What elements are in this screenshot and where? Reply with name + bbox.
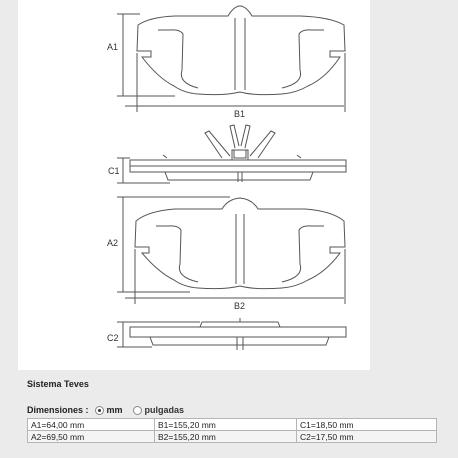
units-selector <box>27 403 188 417</box>
table-cell: C2=17,50 mm <box>297 431 437 443</box>
pad-outline-middle <box>135 198 345 289</box>
table-row <box>28 431 437 443</box>
label-b2: B2 <box>234 301 246 311</box>
mm-radio-label[interactable]: mm <box>106 405 123 415</box>
inches-radio-label[interactable]: pulgadas <box>144 405 185 415</box>
pad-outline-top <box>137 6 345 95</box>
dimensions-table <box>27 418 437 443</box>
label-a1: A1 <box>107 42 119 52</box>
system-title: Sistema Teves <box>27 379 89 389</box>
table-cell: A2=69,50 mm <box>28 431 155 443</box>
side-plate-bottom <box>130 327 346 337</box>
table-cell: B1=155,20 mm <box>155 419 297 431</box>
label-c2: C2 <box>107 333 119 343</box>
table-row <box>28 419 437 431</box>
mm-radio[interactable] <box>95 406 104 415</box>
label-c1: C1 <box>108 166 120 176</box>
table-cell: A1=64,00 mm <box>28 419 155 431</box>
table-cell: C1=18,50 mm <box>297 419 437 431</box>
inches-radio[interactable] <box>133 406 142 415</box>
label-b1: B1 <box>234 109 246 119</box>
dimensions-label: Dimensiones : <box>27 405 89 415</box>
label-a2: A2 <box>107 238 119 248</box>
table-cell: B2=155,20 mm <box>155 431 297 443</box>
info-panel <box>0 370 458 458</box>
